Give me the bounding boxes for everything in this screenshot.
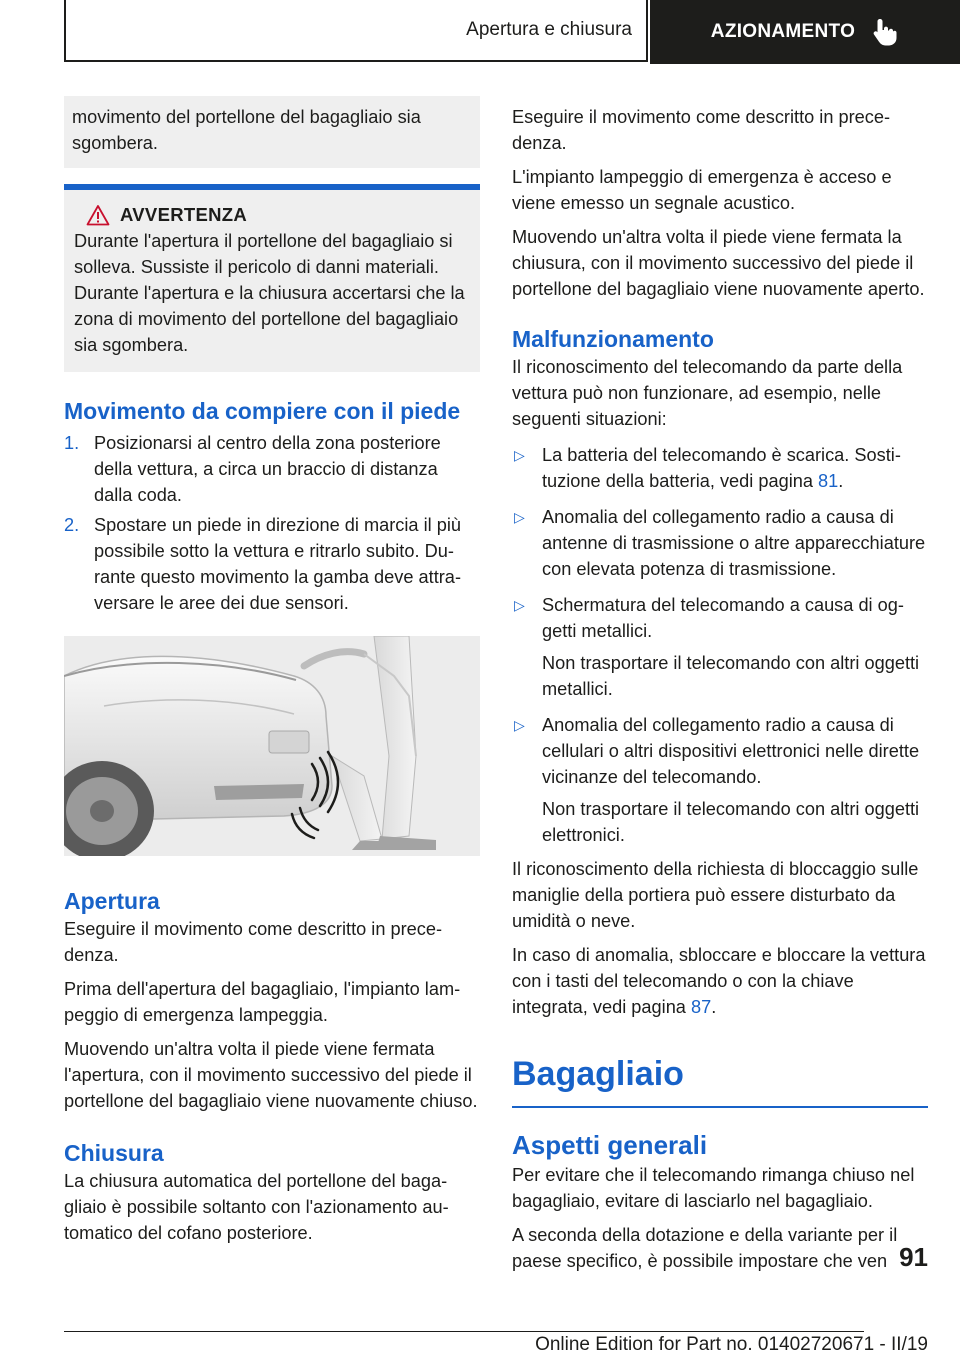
chapter-heading-bagagliaio: Bagagliaio [512, 1055, 684, 1093]
triangle-bullet-icon: ▷ [514, 717, 525, 733]
general-para-1: Per evitare che il telecomando rimanga chiuso nel bagagliaio, evitare di lasciarlo nel bagagliaio. [512, 1165, 915, 1211]
step-text: Posizionarsi al centro della zona posteriore della vettura, a circa un braccio di distanza dalla coda. [94, 433, 441, 505]
car-rear-foot-image [64, 636, 480, 856]
warning-header [86, 204, 468, 226]
page-number: 91 [899, 1242, 928, 1272]
hand-pointer-icon [869, 17, 899, 47]
page-header [64, 0, 960, 64]
bullet-text: La batteria del telecomando è scarica. Sostituzione della batteria, vedi pagina [542, 445, 901, 491]
malfunction-intro: Il riconoscimento del telecomando da parte della vettura può non funzionare, ad esempio, nelle seguenti situazioni: [512, 357, 903, 429]
closing-cont-para-3: Muovendo un'altra volta il piede viene fermata la chiusura, con il movimento successivo del piede il portellone del bagagliaio viene nuovamente aperto. [512, 227, 925, 299]
opening-para-1: Eseguire il movimento come descritto in precedenza. [64, 919, 443, 965]
list-item [64, 430, 480, 508]
triangle-bullet-icon: ▷ [514, 509, 525, 525]
opening-heading: Apertura [64, 888, 160, 914]
triangle-bullet-icon: ▷ [514, 597, 525, 613]
bullet-tail: . [838, 471, 844, 491]
list-item-subtext: Non trasportare il telecomando con altri oggetti metallici. [542, 653, 920, 699]
page-link-87[interactable]: 87 [690, 997, 712, 1017]
footer-divider [64, 1331, 864, 1332]
closing-heading: Chiusura [64, 1140, 164, 1166]
step-number: 2. [64, 515, 80, 535]
warning-text: Durante l'apertura il portellone del bagagliaio si solleva. Sussiste il pericolo di danni materiali. Durante l'apertura e la chiusura accertarsi che la zona di movimento del portellone del bagagliaio sia sgombera. [74, 231, 465, 355]
opening-para-3: Muovendo un'altra volta il piede viene fermata l'apertura, con il movimento successivo del piede il portellone del bagagliaio viene nuovamente chiuso. [64, 1039, 478, 1111]
list-item [512, 504, 928, 582]
list-item-text: Anomalia del collegamento radio a causa di antenne di trasmissione o altre apparecchiature con elevata potenza di trasmissione. [542, 507, 926, 579]
footer-edition: Online Edition for Part no. 01402720671 - II/19 [535, 1334, 928, 1355]
warning-triangle-icon [86, 204, 110, 226]
general-heading: Aspetti generali [512, 1130, 708, 1160]
chapter-tab[interactable] [650, 0, 960, 64]
opening-para-2: Prima dell'apertura del bagagliaio, l'impianto lampeggio di emergenza lampeggia. [64, 979, 461, 1025]
kick-sensor-illustration [64, 636, 480, 856]
list-item-text: Schermatura del telecomando a causa di oggetti metallici. [542, 595, 904, 641]
foot-movement-heading: Movimento da compiere con il piede [64, 398, 461, 424]
step-text: Spostare un piede in direzione di marcia il più possibile sotto la vettura e ritrarlo subito. Durante questo movimento la gamba deve attraversare le aree dei due sensori. [94, 515, 461, 613]
closing-cont-para-2: L'impianto lampeggio di emergenza è acceso e viene emesso un segnale acustico. [512, 167, 892, 213]
fallback-para [512, 942, 928, 1020]
list-item-subtext: Non trasportare il telecomando con altri oggetti elettronici. [542, 799, 920, 845]
step-number: 1. [64, 433, 80, 453]
warning-box [64, 184, 480, 372]
list-item [64, 512, 480, 616]
chapter-rule [512, 1106, 928, 1108]
general-para-2: A seconda della dotazione e della variante per il paese specifico, è possibile impostare che ven [512, 1225, 898, 1271]
closing-cont-para-1: Eseguire il movimento come descritto in precedenza. [512, 107, 891, 153]
list-item [512, 712, 928, 848]
steps-list [64, 430, 480, 616]
malfunction-list [512, 442, 928, 848]
page-link-81[interactable]: 81 [818, 471, 839, 491]
triangle-bullet-icon: ▷ [514, 447, 525, 463]
warning-title: AVVERTENZA [120, 204, 248, 225]
intro-box [64, 96, 480, 168]
section-title: Apertura e chiusura [64, 0, 648, 62]
left-column [64, 96, 480, 1246]
fallback-tail: . [711, 997, 717, 1017]
chapter-title: AZIONAMENTO [710, 21, 856, 42]
moisture-para: Il riconoscimento della richiesta di bloccaggio sulle maniglie della portiera può essere disturbato da umidità o neve. [512, 859, 919, 931]
list-item [512, 592, 928, 702]
malfunction-heading: Malfunzionamento [512, 326, 714, 352]
right-column [512, 96, 928, 1274]
intro-text: movimento del portellone del bagagliaio sia sgombera. [72, 107, 421, 153]
list-item-text [542, 442, 928, 494]
fallback-text: In caso di anomalia, sbloccare e bloccare la vettura con i tasti del telecomando o con la chiave integrata, vedi pagina [512, 945, 926, 1017]
list-item [512, 442, 928, 494]
list-item-text: Anomalia del collegamento radio a causa di cellulari o altri dispositivi elettronici nelle dirette vicinanze del telecomando. [542, 715, 920, 787]
closing-para: La chiusura automatica del portellone del bagagliaio è possibile soltanto con l'azionamento automatico del cofano posteriore. [64, 1171, 449, 1243]
